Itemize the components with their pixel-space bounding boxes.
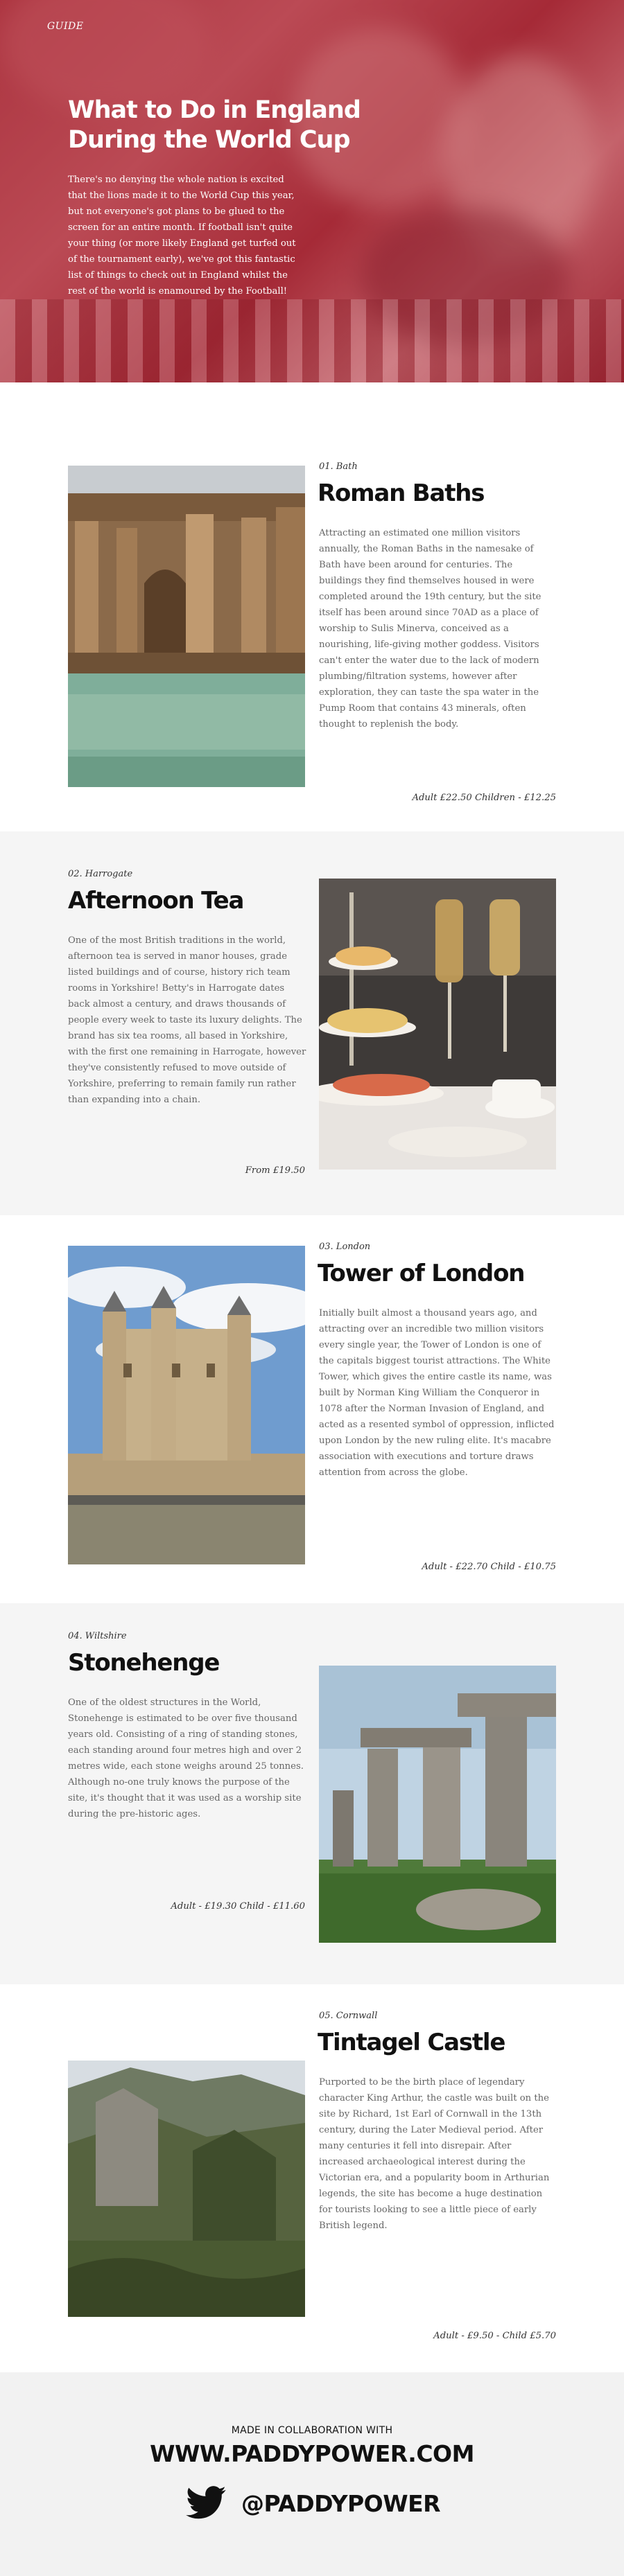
attraction-price: Adult £22.50 Children - £12.25 — [412, 793, 556, 803]
tintagel-castle-photo — [68, 2061, 305, 2317]
attraction-description: Attracting an estimated one million visitors annually, the Roman Baths in the namesake of Bath have been around for centuries. The buildings they find themselves housed in were completed around the 19th century, but the site itself has been around since 70AD as a place of worship to Sulis Minerva, conceived as a nourishing, life-giving mother goddess. Visitors can't enter the water due to the lack of modern plumbing/filtration systems, however after exploration, they can taste the spa water in the Pump Room that contains 43 minerals, often thought to replenish the body. — [319, 528, 541, 730]
attraction-title: Tower of London — [318, 1260, 525, 1287]
attraction-kicker: 03. London — [319, 1242, 371, 1252]
attraction-kicker: 05. Cornwall — [319, 2011, 378, 2021]
hero-intro: There's no denying the whole nation is excited that the lions made it to the World Cup this year, but not everyone's got plans to be glued to the screen for an entire month. If football isn't quite your thing (or more likely England get turfed out of the tournament early), we've got this fantastic list of things to check out in England whilst the rest of the world is enamoured by the Football! — [68, 175, 296, 297]
attraction-description: One of the oldest structures in the World, Stonehenge is estimated to be over five thousand years old. Consisting of a ring of standing stones, each standing around four metres high and over 2 metres wide, each stone weighs around 25 tonnes. Although no-one truly knows the purpose of the site, it's thought that it was used as a worship site during the pre-historic ages. — [68, 1697, 304, 1819]
footer — [0, 2372, 624, 2576]
attraction-price: Adult - £22.70 Child - £10.75 — [422, 1562, 556, 1572]
attraction-kicker: 04. Wiltshire — [68, 1631, 127, 1641]
attraction-price: From £19.50 — [245, 1165, 305, 1176]
attraction-price: Adult - £9.50 - Child £5.70 — [433, 2331, 556, 2341]
attraction-title: Tintagel Castle — [318, 2029, 505, 2056]
hero-flag-stripes — [0, 299, 624, 382]
twitter-bird-icon — [186, 2486, 226, 2519]
roman-baths-photo — [68, 466, 305, 787]
page-title: What to Do in England During the World Cup — [68, 96, 361, 154]
hero-banner — [0, 0, 624, 382]
attraction-title: Afternoon Tea — [68, 887, 244, 915]
attraction-kicker: 01. Bath — [319, 461, 358, 472]
stonehenge-photo — [319, 1666, 556, 1943]
attraction-title: Stonehenge — [68, 1649, 220, 1677]
website-link[interactable]: WWW.PADDYPOWER.COM — [150, 2440, 474, 2467]
attraction-kicker: 02. Harrogate — [68, 869, 133, 879]
guide-tag: GUIDE — [47, 21, 84, 32]
collaboration-label: MADE IN COLLABORATION WITH — [231, 2425, 393, 2436]
twitter-link[interactable] — [186, 2485, 449, 2523]
attraction-description: One of the most British traditions in the world, afternoon tea is served in manor houses, grade listed buildings and of course, history rich team rooms in Yorkshire! Betty's in Harrogate dates back almost a century, and draws thousands of people every week to taste its luxury delights. The brand has six tea rooms, all based in Yorkshire, with the first one remaining in Harrogate, however they've consistently refused to move outside of Yorkshire, preferring to remain family run rather than expanding into a chain. — [68, 935, 306, 1105]
attraction-title: Roman Baths — [318, 479, 485, 507]
attraction-stonehenge — [0, 1603, 624, 1984]
twitter-handle: @PADDYPOWER — [241, 2490, 441, 2517]
attraction-description: Initially built almost a thousand years ago, and attracting over an incredible two million visitors every single year, the Tower of London is one of the capitals biggest tourist attractions. The White Tower, which gives the entire castle its name, was built by Norman King William the Conqueror in 1078 after the Norman Invasion of England, and acted as a resented symbol of oppression, inflicted upon London by the new ruling elite. It's macabre association with executions and torture draws attention from across the globe. — [319, 1308, 555, 1478]
attraction-afternoon-tea — [0, 831, 624, 1215]
tower-of-london-photo — [68, 1246, 305, 1564]
attraction-tower-of-london — [0, 1215, 624, 1603]
attraction-roman-baths — [0, 382, 624, 831]
attraction-tintagel-castle — [0, 1984, 624, 2372]
attraction-description: Purported to be the birth place of legendary character King Arthur, the castle was built on the site by Richard, 1st Earl of Cornwall in the 13th century, during the Later Medieval period. After many centuries it fell into disrepair. After increased archaeological interest during the Victorian era, and a popularity boom in Arthurian legends, the site has become a huge destination for tourists looking to see a little piece of early British legend. — [319, 2077, 550, 2231]
attraction-price: Adult - £19.30 Child - £11.60 — [171, 1901, 305, 1912]
afternoon-tea-photo — [319, 879, 556, 1170]
